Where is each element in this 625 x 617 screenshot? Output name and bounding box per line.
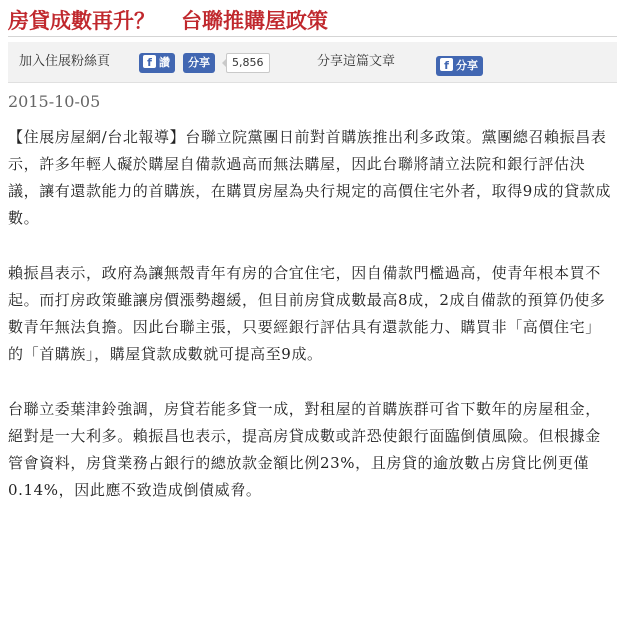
- facebook-f-icon: f: [440, 58, 453, 71]
- publish-date: 2015-10-05: [8, 92, 101, 111]
- article-paragraph: 【住展房屋網/台北報導】台聯立院黨團日前對首購族推出利多政策。黨團總召賴振昌表示，許多年輕人礙於購屋自備款過高而無法購屋，因此台聯將請立法院和銀行評估決議，讓有還款能力的首購族，在購買房屋為央行規定的高價住宅外者，取得9成的貸款成數。: [8, 128, 611, 227]
- title-policy: 台聯推購屋政策: [181, 9, 328, 33]
- share-bar: [8, 42, 617, 83]
- article-paragraph: 台聯立委葉津鈴強調，房貸若能多貸一成，對租屋的首購族群可省下數年的房屋租金，絕對是一大利多。賴振昌也表示，提高房貸成數或許恐使銀行面臨倒債風險。但根據金管會資料，房貸業務占銀行的總放款金額比例23%，且房貸的逾放數占房貸比例更僅0.14%，因此應不致造成倒債威脅。: [8, 400, 601, 499]
- like-count-bubble: 5,856: [226, 53, 270, 73]
- article-body: [8, 124, 613, 532]
- article-paragraph: 賴振昌表示，政府為讓無殼青年有房的合宜住宅，因自備款門檻過高，使青年根本買不起。而打房政策雖讓房價漲勢趨緩，但目前房貸成數最高8成，2成自備款的預算仍使多數青年無法負擔。因此台聯主張，只要經銀行評估具有還款能力、購買非「高價住宅」的「首購族」，購屋貸款成數就可提高至9成。: [8, 264, 606, 363]
- facebook-f-icon: f: [143, 55, 156, 68]
- share-label: 分享: [188, 56, 210, 69]
- share-article-button-label: 分享: [456, 59, 478, 72]
- follow-fanpage-label: 加入住展粉絲頁: [19, 54, 111, 69]
- share-article-label: 分享這篇文章: [317, 54, 396, 69]
- facebook-share-button[interactable]: [183, 53, 215, 73]
- like-label: 讚: [159, 56, 170, 69]
- share-article-button[interactable]: [436, 56, 483, 76]
- article-title: [8, 6, 617, 37]
- title-question: 房貸成數再升？: [8, 9, 155, 33]
- facebook-like-button[interactable]: [139, 53, 175, 73]
